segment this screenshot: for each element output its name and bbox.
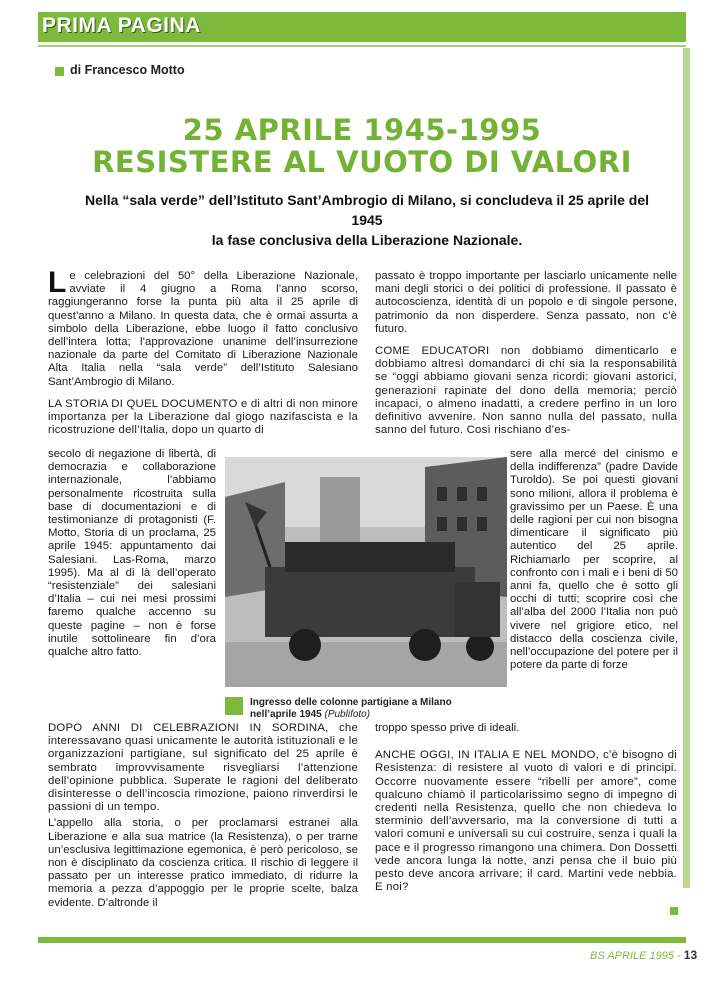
partisan-column-photo [225, 457, 507, 687]
left-column-narrow: secolo di negazione di libertà, di democrazia e collaborazione internazionale, l’abbiamo personalmente ricostruita sulla base di documentazioni e di testimonianze di protagonisti (F. Motto, Storia di un proclama, 25 aprile 1945: appuntamento dai Salesiani. Las-Roma, marzo 1995). Ma al di là dell’operato “resistenziale” dei salesiani d’Italia – cui nei mesi prossimi faremo qualche accenno su queste pagine – non è forse inutile sottolineare fin d’ora qualche altro fatto. [48, 448, 216, 659]
paragraph-r2: COME EDUCATORI non dobbiamo dimenticarlo e dobbiamo altresì domandarci di chi sia la responsabilità se “oggi abbiamo giovani senza ricordi: giovani astorici, generazioni rapinate del dono della memoria; perciò incapaci, o almeno inadatti, a credere perfino in un loro definitivo avvenire. Non sanno nulla del passato, nulla sanno del futuro. Così rischiano d’es- [375, 345, 677, 437]
paragraph-1: Le celebrazioni del 50° della Liberazione Nazionale, avviate il 4 giugno a Roma l’anno scorso, raggiungeranno forse la punta più alta il 25 aprile di quest’anno a Milano. In questa data, che è ormai assurta a simbolo della Liberazione, ebbe luogo il fatto conclusivo dell’intera lotta; l’approvazione unanime dell’insurrezione nazionale da parte del Comitato di Liberazione Nazionale Alta Italia nella “sala verde” dell’Istituto Salesiano Sant’Ambrogio di Milano. [48, 266, 358, 388]
paragraph-2: LA STORIA DI QUEL DOCUMENTO e di altri di non minore importanza per la Liberazione dal giogo nazifascista e la ricostruzione dell’Italia, dopo un quarto di [48, 397, 358, 437]
paragraph-r1: passato è troppo importante per lasciarlo unicamente nelle mani degli storici o dei politici di professione. Il passato è autocoscienza, identità di un popolo e di singole persone, patrimonio da non disperdere. Senza passato, non c’è futuro. [375, 270, 677, 335]
paragraph-3: DOPO ANNI DI CELEBRAZIONI IN SORDINA, che interessavano quasi unicamente le autorità istituzionali e le organizzazioni partigiane, sul significato del 25 aprile è sembrato improvvisamente risvegliarsi l’attenzione dell’opinione pubblica. Superate le ragioni del deliberato disinteresse o dell’incoscia rimozione, paiono rinverdirsi le passioni di un tempo. [48, 722, 358, 814]
footer-rule [38, 937, 686, 943]
header-rule [38, 45, 686, 47]
headline-line-1: 25 APRILE 1945-1995 [182, 113, 542, 147]
byline: di Francesco Motto [70, 63, 185, 77]
subheading [72, 190, 662, 250]
left-column-lower [48, 722, 358, 919]
byline-marker-icon [55, 67, 64, 76]
drop-cap: L [48, 266, 67, 299]
paragraph-r3: troppo spesso prive di ideali. [375, 722, 520, 734]
right-column-lower [375, 722, 677, 903]
subheading-line-1: Nella “sala verde” dell’Istituto Sant’Ambrogio di Milano, si concludeva il 25 aprile del 1945 [84, 192, 650, 228]
headline-line-2: RESISTERE AL VUOTO DI VALORI [92, 145, 632, 179]
magazine-issue: BS APRILE 1995 - [590, 950, 681, 962]
page-number: 13 [683, 948, 698, 962]
section-header-band [38, 12, 686, 42]
photo-illustration [225, 457, 507, 687]
left-column-upper [48, 266, 358, 446]
article-end-icon [670, 907, 678, 915]
photo-credit: (Publifoto) [324, 708, 371, 720]
subheading-line-2: la fase conclusiva della Liberazione Nazionale. [211, 232, 523, 248]
right-column-narrow: sere alla mercé del cinismo e della indifferenza” (padre Davide Turoldo). Se poi questi giovani sono milioni, allora il problema è gravissimo per un Paese. È una delle ragioni per cui non bisogna dimenticare il significato più autentico del 25 aprile. Richiamarlo per scoprire, al confronto con i mali e i beni di 50 anni fa, quello che è sotto gli occhi di tutti; scoprire così che all’alba del 2000 l’Italia non può vivere nel grigiore etico, nel distacco della coscienza civile, nell’occupazione del potere per il potere da parte di forze [510, 448, 678, 672]
right-column-upper [375, 270, 677, 437]
paragraph-4: L’appello alla storia, o per proclamarsi estranei alla Liberazione e alla sua matrice (la Resistenza), o per trarne un’esclusiva legittimazione egemonica, è però pericoloso, se non è disciplinato da coscienza critica. Il rischio di leggere il passato per un interesse pratico immediato, di ridurre la memoria a pezza d’appoggio per le proprie scelte, balza evidente. D’altronde il [48, 817, 358, 909]
paragraph-r4: ANCHE OGGI, IN ITALIA E NEL MONDO, c’è bisogno di Resistenza: di resistere al vuoto di valori e di principi. Occorre nuovamente essere “ribelli per amore”, come qualcuno chiamò il particolarissimo segno di impegno di credenti nella Resistenza, quello che non chiedeva lo sterminio dell’avversario, ma la conversione di tutti a valori comuni e universali su cui costruire, senza i quali la pace e il progresso rimangono una chimera. Don Dossetti vede ancora lunga la notte, anzi pensa che il buio più pesto deve ancora arrivare; il card. Martini vede nebbia. E noi? [375, 749, 677, 894]
photo-caption: Ingresso delle colonne partigiane a Milano nell’aprile 1945 (Publifoto) [250, 697, 452, 720]
caption-marker-icon [225, 697, 243, 715]
page-footer [590, 948, 697, 962]
section-label: PRIMA PAGINA [42, 14, 201, 37]
